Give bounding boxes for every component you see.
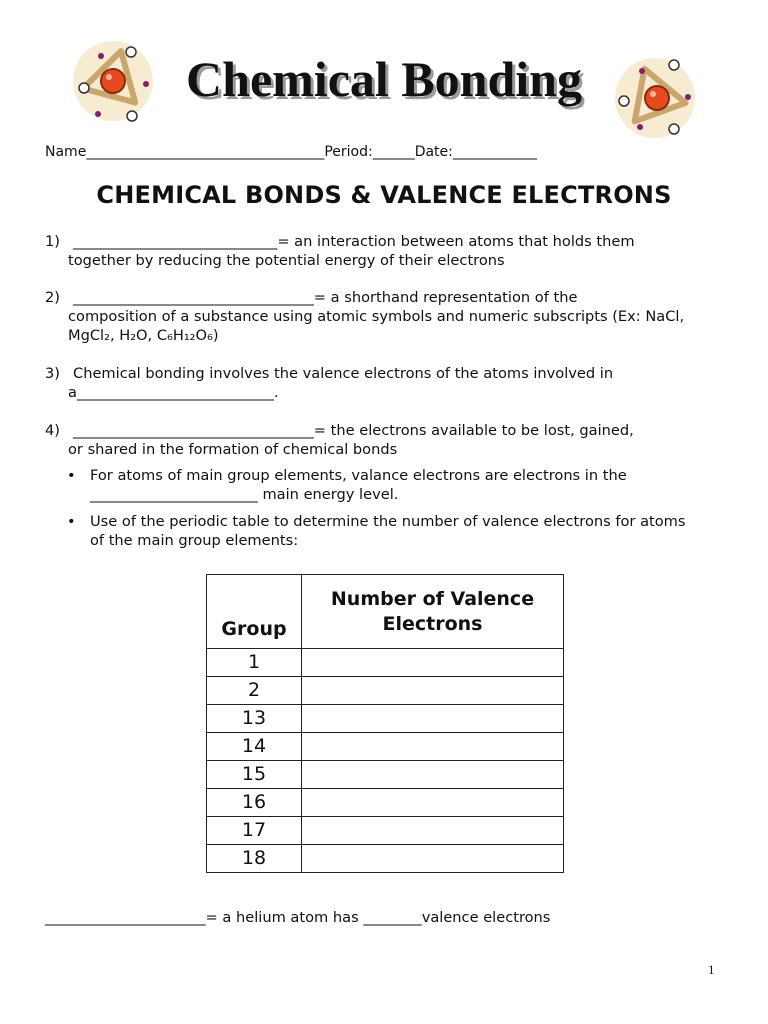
- answer-cell[interactable]: [302, 845, 564, 873]
- answer-cell[interactable]: [302, 789, 564, 817]
- answer-cell[interactable]: [302, 677, 564, 705]
- group-cell: 14: [207, 733, 302, 761]
- name-field[interactable]: __________________________________: [86, 144, 325, 160]
- table-header-row: [207, 575, 564, 649]
- date-field[interactable]: ____________: [452, 144, 537, 160]
- question-text: or shared in the formation of chemical bonds: [68, 441, 398, 458]
- bullet-item: [67, 466, 727, 504]
- answer-cell[interactable]: [302, 705, 564, 733]
- question-3: [45, 364, 735, 402]
- answer-cell[interactable]: [302, 733, 564, 761]
- answer-cell[interactable]: [302, 817, 564, 845]
- answer-blank[interactable]: _________________________________: [73, 289, 314, 306]
- name-label: Name: [45, 144, 87, 160]
- valence-electron-table: [206, 574, 564, 873]
- table-row: [207, 733, 564, 761]
- bullet-icon: •: [67, 467, 76, 484]
- bullet-text: Use of the periodic table to determine the number of valence electrons for atoms: [90, 513, 686, 530]
- question-text: = a shorthand representation of the: [313, 289, 578, 306]
- question-text: = the electrons available to be lost, gained,: [313, 422, 634, 439]
- answer-cell[interactable]: [302, 649, 564, 677]
- question-number: 4): [45, 422, 60, 439]
- page-number: 1: [708, 962, 715, 977]
- question-2: [45, 288, 735, 345]
- question-number: 2): [45, 289, 60, 306]
- table-row: [207, 705, 564, 733]
- group-cell: 16: [207, 789, 302, 817]
- bullet-text: main energy level.: [257, 486, 399, 503]
- valence-column-header: Number of Valence Electrons: [302, 575, 564, 649]
- question-number: 3): [45, 365, 60, 382]
- student-info-line: [45, 144, 537, 160]
- answer-blank[interactable]: _________________________________: [73, 422, 314, 439]
- date-label: Date:: [414, 144, 453, 160]
- question-text: = a helium atom has: [205, 909, 364, 926]
- group-cell: 1: [207, 649, 302, 677]
- question-text: = an interaction between atoms that holds them: [277, 233, 635, 250]
- group-cell: 13: [207, 705, 302, 733]
- group-cell: 15: [207, 761, 302, 789]
- question-text: MgCl₂, H₂O, C₆H₁₂O₆): [68, 327, 219, 344]
- section-heading: CHEMICAL BONDS & VALENCE ELECTRONS: [96, 181, 672, 209]
- period-field[interactable]: ______: [372, 144, 415, 160]
- question-text: together by reducing the potential energy of their electrons: [68, 252, 505, 269]
- bullet-text: of the main group elements:: [90, 532, 299, 549]
- table-row: [207, 649, 564, 677]
- helium-question: [45, 909, 550, 926]
- bullet-icon: •: [67, 513, 76, 530]
- question-text: a: [68, 384, 77, 401]
- bullet-text: For atoms of main group elements, valance electrons are electrons in the: [90, 467, 627, 484]
- table-row: [207, 845, 564, 873]
- answer-blank[interactable]: ________: [363, 909, 422, 926]
- question-4: [45, 421, 735, 459]
- question-text: Chemical bonding involves the valence electrons of the atoms involved in: [73, 365, 614, 382]
- table-row: [207, 789, 564, 817]
- question-number: 1): [45, 233, 60, 250]
- answer-blank[interactable]: ____________________________: [73, 233, 278, 250]
- group-column-header: Group: [207, 575, 302, 649]
- answer-cell[interactable]: [302, 761, 564, 789]
- answer-blank[interactable]: ___________________________: [76, 384, 274, 401]
- group-cell: 17: [207, 817, 302, 845]
- answer-blank[interactable]: ______________________: [45, 909, 206, 926]
- question-text: composition of a substance using atomic symbols and numeric subscripts (Ex: NaCl,: [68, 308, 685, 325]
- bullet-item: [67, 512, 727, 550]
- question-text: .: [273, 384, 279, 401]
- answer-blank[interactable]: _______________________: [90, 486, 258, 503]
- group-cell: 18: [207, 845, 302, 873]
- question-text: valence electrons: [421, 909, 551, 926]
- question-1: [45, 232, 735, 270]
- table-row: [207, 677, 564, 705]
- group-cell: 2: [207, 677, 302, 705]
- period-label: Period:: [324, 144, 373, 160]
- table-row: [207, 761, 564, 789]
- table-row: [207, 817, 564, 845]
- page-title: Chemical Bonding: [186, 51, 582, 107]
